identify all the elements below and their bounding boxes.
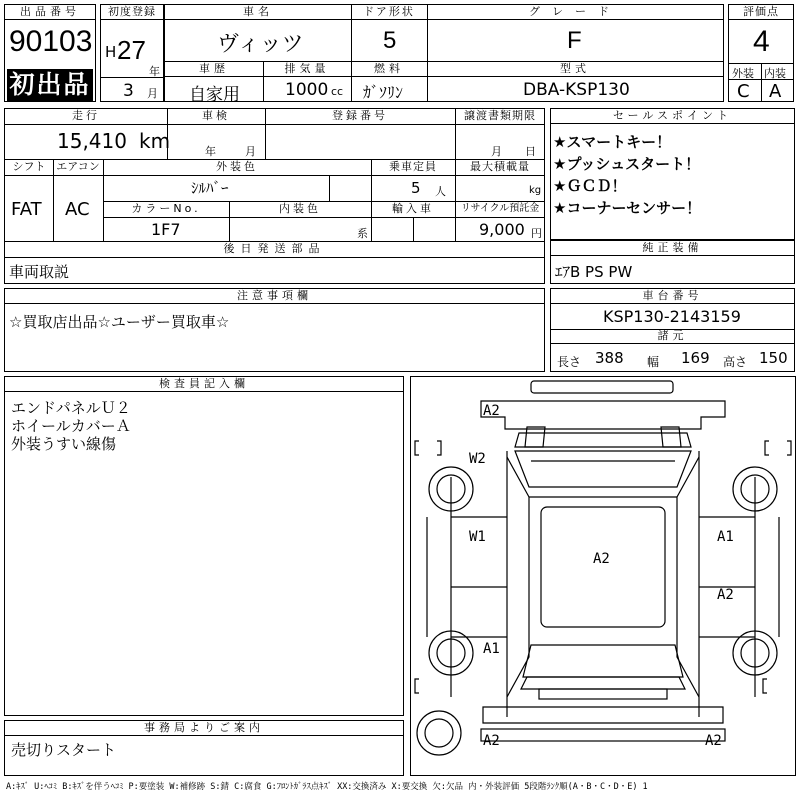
- insp-month-unit: 月: [245, 145, 256, 158]
- displacement-unit: cc: [331, 85, 344, 98]
- office-label: 事務局よりご案内: [5, 721, 403, 736]
- office-box: [4, 720, 404, 776]
- interior-grade: A: [769, 81, 782, 102]
- damage-mark: A2: [483, 403, 500, 419]
- recycle-unit: 円: [531, 227, 542, 240]
- interior-label: 内装: [764, 67, 786, 80]
- score-label: 評価点: [729, 5, 793, 20]
- year-unit: 年: [149, 65, 160, 78]
- inspection-label: 車検: [202, 109, 230, 122]
- color-label: 外装色: [216, 160, 258, 173]
- grade: F: [567, 27, 582, 54]
- capacity-unit: 人: [435, 185, 446, 198]
- doc-day-unit: 日: [525, 145, 536, 158]
- mileage: 15,410: [57, 129, 127, 153]
- fuel-label: 燃料: [351, 62, 427, 77]
- door-type: 5: [383, 27, 397, 54]
- width: 169: [681, 349, 710, 367]
- ac-label: エアコン: [56, 160, 100, 173]
- sales-point: ★ＧＣＤ！: [553, 177, 627, 195]
- chassis-box: [550, 288, 795, 372]
- equipment-box: [550, 240, 795, 284]
- mileage-label: 走行: [72, 109, 100, 122]
- reg-number-label: 登録番号: [332, 109, 388, 122]
- mileage-unit: km: [139, 129, 171, 153]
- legend: A:ｷｽﾞ U:ﾍｺﾐ B:ｷｽﾞを伴うﾍｺﾐ P:要塗装 W:補修跡 S:錆 C:腐食 G:ﾌﾛﾝﾄｶﾞﾗｽ点ｷｽﾞ XX:交換済み X:要交換 欠:欠品 内・外装評価 5段階ﾗﾝｸ順(A・B・C・D・E) 1: [6, 782, 648, 792]
- damage-mark: A2: [483, 733, 500, 749]
- exterior-color: ｼﾙﾊﾞｰ: [191, 179, 229, 197]
- exterior-label: 外装: [732, 67, 754, 80]
- history: 自家用: [189, 85, 240, 105]
- info-block: [4, 108, 545, 284]
- lot-number: 90103: [9, 25, 93, 58]
- later-parts: 車両取説: [9, 263, 70, 281]
- shift: FAT: [11, 199, 42, 220]
- capacity-label: 乗車定員: [389, 160, 437, 173]
- inspector-line: ホイールカバーＡ: [11, 417, 131, 435]
- era: H: [105, 43, 117, 61]
- office-note: 売切りスタート: [11, 741, 117, 759]
- sales-point: ★コーナーセンサー！: [553, 199, 702, 217]
- recycle-label: リサイクル預託金: [460, 203, 540, 214]
- history-label: 車歴: [165, 62, 263, 77]
- score: 4: [753, 25, 770, 58]
- shift-label: シフト: [12, 160, 46, 173]
- color-no-label: カラーNo.: [131, 202, 201, 215]
- length-label: 長さ: [557, 355, 582, 369]
- inspector-line: エンドパネルＵ２: [11, 399, 131, 417]
- damage-mark: A2: [717, 587, 734, 603]
- notes-label: 注意事項欄: [5, 289, 544, 304]
- recycle-fee: 9,000: [479, 220, 525, 239]
- lot-label: 出品番号: [5, 5, 95, 20]
- sales-label: セールスポイント: [551, 109, 794, 124]
- color-number: 1F7: [151, 220, 181, 239]
- load-label: 最大積載量: [470, 160, 530, 173]
- reg-month: 3: [123, 81, 134, 101]
- capacity: 5: [411, 179, 421, 197]
- later-parts-label: 後日発送部品: [223, 242, 326, 255]
- damage-mark: A2: [705, 733, 722, 749]
- first-reg-box: [100, 4, 164, 102]
- height-label: 高さ: [723, 355, 748, 369]
- chassis-label: 車台番号: [551, 289, 794, 304]
- first-reg-label: 初度登録: [101, 5, 163, 20]
- reg-year: 27: [117, 35, 146, 65]
- equipment: ｴｱB PS PW: [555, 263, 633, 281]
- damage-mark: A1: [483, 641, 500, 657]
- fuel: ｶﾞｿﾘﾝ: [363, 83, 404, 102]
- damage-mark: W1: [469, 529, 486, 545]
- grade-label: グレード: [427, 5, 723, 20]
- chassis-number: KSP130-2143159: [603, 307, 741, 326]
- damage-diagram: [410, 376, 796, 776]
- car-outline-svg: [411, 377, 795, 775]
- car-name-label: 車名: [165, 5, 351, 20]
- insp-year-unit: 年: [205, 145, 216, 158]
- int-color-unit: 系: [357, 227, 368, 240]
- import-label: 輸入車: [392, 202, 434, 215]
- displacement: 1000: [285, 80, 329, 100]
- inspector-label: 検査員記入欄: [5, 377, 403, 392]
- damage-mark: A1: [717, 529, 734, 545]
- ac: AC: [65, 199, 90, 220]
- inspector-box: [4, 376, 404, 716]
- score-box: [728, 4, 794, 102]
- notes-box: [4, 288, 545, 372]
- doc-deadline-label: 譲渡書類期限: [464, 109, 536, 122]
- sales-point: ★スマートキー！: [553, 133, 672, 151]
- displacement-label: 排気量: [263, 62, 351, 77]
- door-label: ドア形状: [351, 5, 427, 20]
- car-row: [164, 4, 724, 62]
- doc-month-unit: 月: [491, 145, 502, 158]
- equipment-label: 純正装備: [551, 241, 794, 256]
- damage-mark: W2: [469, 451, 486, 467]
- int-color-label: 内装色: [279, 202, 321, 215]
- car-name: ヴィッツ: [217, 32, 304, 57]
- model-label: 型式: [427, 62, 723, 77]
- dims-label: 諸元: [551, 329, 794, 344]
- exterior-grade: C: [737, 81, 750, 102]
- notes: ☆買取店出品☆ユーザー買取車☆: [9, 313, 230, 331]
- spec-row: [164, 61, 724, 105]
- sales-box: [550, 108, 795, 240]
- height: 150: [759, 349, 788, 367]
- load-unit: kg: [529, 185, 542, 196]
- length: 388: [595, 349, 624, 367]
- width-label: 幅: [647, 355, 660, 369]
- inspector-line: 外装うすい線傷: [11, 435, 117, 453]
- month-unit: 月: [147, 87, 158, 100]
- model: DBA-KSP130: [523, 80, 630, 100]
- sales-point: ★プッシュスタート！: [553, 155, 701, 173]
- damage-mark: A2: [593, 551, 610, 567]
- lot-box: [4, 4, 96, 102]
- first-listing-badge: 初出品: [7, 69, 93, 101]
